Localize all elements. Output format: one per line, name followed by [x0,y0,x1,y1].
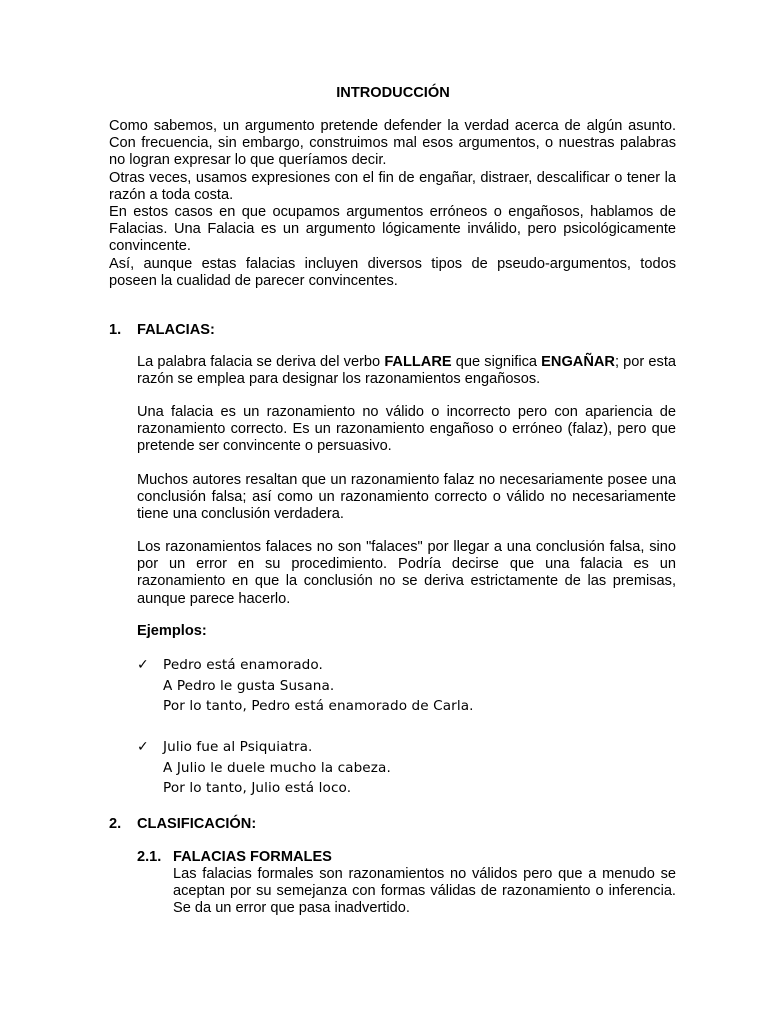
paragraph-text: Las falacias formales son razonamientos no válidos pero que a menudo se aceptan por su semejanza con formas válidas de razonamiento o inferencia. Se da un error que pasa inadvertido. [173,866,676,917]
text-run: La palabra falacia se deriva del verbo [137,354,385,370]
section-1-paragraph-2 [137,404,676,456]
page-title: INTRODUCCIÓN [336,85,450,101]
subsection-number: 2.1. [137,849,162,865]
section-1-paragraph-4 [137,539,676,608]
example-line: Por lo tanto, Pedro está enamorado de Carla. [163,698,474,714]
subsection-2-1-heading [137,848,332,866]
section-1-heading [109,321,215,339]
intro-paragraph: En estos casos en que ocupamos argumentos erróneos o engañosos, hablamos de Falacias. Una Falacia es un argumento lógicamente inválido, pero psicológicamente convincente. [109,204,676,255]
text-run-bold: ENGAÑAR [541,354,615,370]
example-line: Julio fue al Psiquiatra. [163,739,313,755]
checkmark-icon: ✓ [137,739,149,755]
subsection-title: FALACIAS FORMALES [173,849,332,865]
example-line: Por lo tanto, Julio está loco. [163,780,352,796]
paragraph-text: Los razonamientos falaces no son "falaces" por llegar a una conclusión falsa, sino por un error en su procedimiento. Podría decirse que una falacia es un razonamiento en que la conclusión no se deriva estrictamente de las premisas, aunque parece hacerlo. [137,539,676,607]
section-number: 1. [109,322,122,338]
example-line: Pedro está enamorado. [163,657,323,673]
section-1-paragraph-1 [137,354,676,388]
example-line: A Pedro le gusta Susana. [163,677,335,694]
section-title: CLASIFICACIÓN: [137,816,257,832]
checkmark-icon: ✓ [137,657,149,673]
section-1-paragraph-3 [137,472,676,524]
paragraph-text: Una falacia es un razonamiento no válido o incorrecto pero con apariencia de razonamiento correcto. Es un razonamiento engañoso o erróneo (falaz), pero que pretende ser convincente o persuasivo. [137,404,676,455]
intro-paragraph: Como sabemos, un argumento pretende defender la verdad acerca de algún asunto. Con frecuencia, sin embargo, construimos mal esos argumentos, o nuestras palabras no logran expresar lo que queríamos decir. [109,118,676,169]
intro-paragraph: Otras veces, usamos expresiones con el fin de engañar, distraer, descalificar o tener la razón a toda costa. [109,169,676,203]
examples-heading: Ejemplos: [137,623,207,639]
subsection-2-1-paragraph [173,866,676,918]
example-line: A Julio le duele mucho la cabeza. [163,759,391,776]
text-run: ; por esta razón se emplea para designar los razonamientos engañosos. [137,354,676,388]
text-run-bold: FALLARE [384,354,452,370]
text-run: que significa [451,354,542,370]
intro-section [109,118,676,290]
section-number: 2. [109,816,122,832]
paragraph-text: Muchos autores resaltan que un razonamiento falaz no necesariamente posee una conclusión falsa; así como un razonamiento correcto o válido no necesariamente tiene una conclusión verdadera. [137,472,676,523]
section-title: FALACIAS: [137,322,215,338]
section-2-heading [109,815,256,833]
intro-paragraph: Así, aunque estas falacias incluyen diversos tipos de pseudo-argumentos, todos poseen la cualidad de parecer convincentes. [109,255,676,289]
